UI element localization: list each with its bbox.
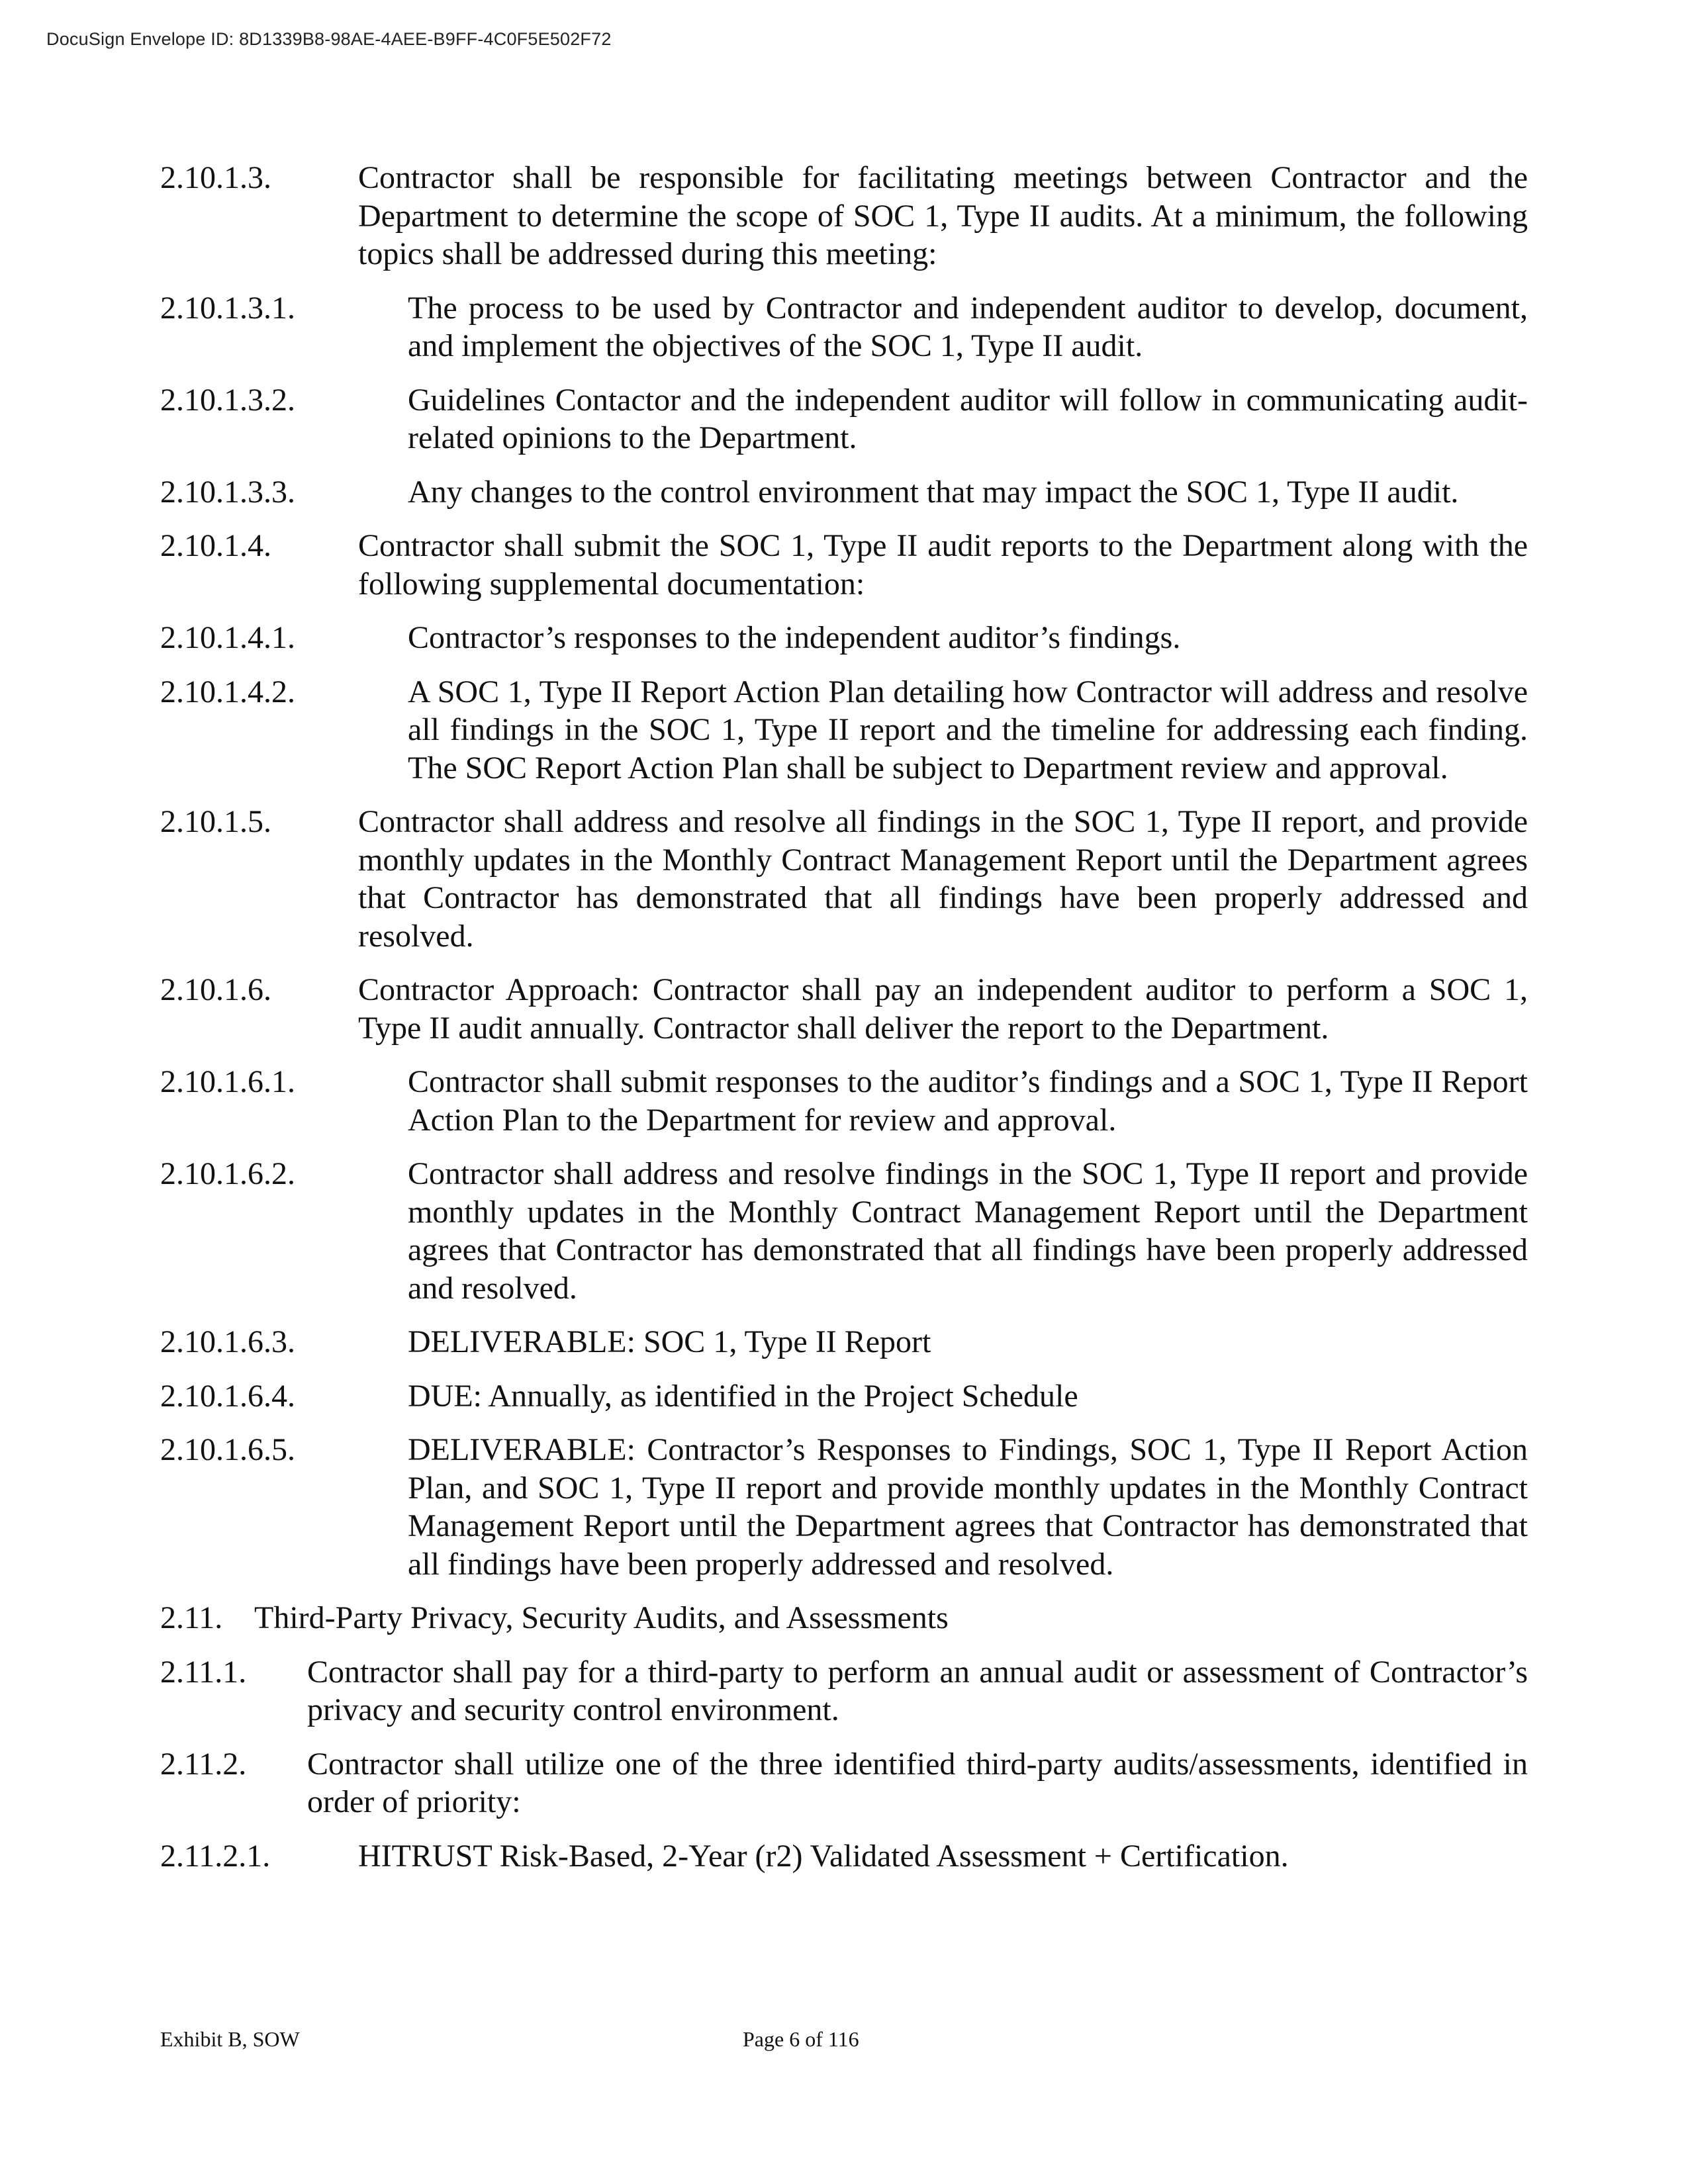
section-number: 2.11.1. [160,1654,247,1690]
footer-document-label: Exhibit B, SOW [160,2027,300,2051]
section-number: 2.10.1.3.2. [160,382,295,418]
section-2-10-1-6-1 [160,1063,1528,1139]
section-2-10-1-6-2 [160,1155,1528,1307]
section-number: 2.11.2. [160,1746,247,1782]
section-text: Contractor shall address and resolve findings in the SOC 1, Type II report and provide monthly updates in the Monthly Contract Management Report until the Department agrees that Contractor has demonstrated that all findings have been properly addressed and resolved. [408,1156,1528,1306]
section-number: 2.10.1.6.2. [160,1156,295,1191]
section-text: HITRUST Risk-Based, 2-Year (r2) Validated Assessment + Certification. [358,1838,1289,1874]
section-2-11-2 [160,1745,1528,1821]
section-2-10-1-4 [160,527,1528,603]
section-2-10-1-3-2 [160,381,1528,457]
section-text: Contractor Approach: Contractor shall pay an independent auditor to perform a SOC 1, Type II audit annually. Contractor shall deliver the report to the Department. [358,972,1528,1046]
section-2-11-1 [160,1653,1528,1729]
section-number: 2.11.2.1. [160,1838,271,1874]
section-number: 2.10.1.3. [160,160,271,195]
section-number: 2.10.1.6.3. [160,1324,295,1359]
section-number: 2.10.1.5. [160,804,271,839]
section-number: 2.10.1.6.5. [160,1432,295,1467]
section-number: 2.10.1.4.1. [160,620,295,655]
section-2-10-1-6 [160,971,1528,1047]
section-text: Guidelines Contactor and the independent auditor will follow in communicating audit-related opinions to the Department. [408,382,1528,455]
section-text: Contractor shall submit the SOC 1, Type II audit reports to the Department along with the following supplemental documentation: [358,528,1528,602]
section-text: DUE: Annually, as identified in the Project Schedule [408,1378,1078,1414]
section-2-11-heading [160,1599,1528,1637]
section-2-10-1-3 [160,159,1528,273]
section-2-10-1-3-3 [160,473,1528,512]
section-number: 2.10.1.4. [160,528,271,563]
section-number: 2.10.1.6. [160,972,271,1007]
section-number: 2.11. [160,1600,223,1635]
section-text: DELIVERABLE: Contractor’s Responses to Findings, SOC 1, Type II Report Action Plan, and SOC 1, Type II report and provide monthly updates in the Monthly Contract Management Report until the Department agrees that Contractor has demonstrated that all findings have been properly addressed and resolved. [408,1432,1528,1582]
section-number: 2.10.1.3.1. [160,290,295,326]
docusign-envelope-id: DocuSign Envelope ID: 8D1339B8-98AE-4AEE-B9FF-4C0F5E502F72 [46,29,612,49]
section-text: Contractor’s responses to the independent auditor’s findings. [408,620,1181,655]
section-text: DELIVERABLE: SOC 1, Type II Report [408,1324,931,1359]
section-text: Any changes to the control environment that may impact the SOC 1, Type II audit. [408,474,1459,510]
section-2-10-1-4-2 [160,673,1528,788]
section-text: Contractor shall be responsible for facilitating meetings between Contractor and the Department to determine the scope of SOC 1, Type II audits. At a minimum, the following topics shall be addressed during this meeting: [358,160,1528,271]
section-2-11-2-1 [160,1837,1528,1876]
section-text: Contractor shall address and resolve all findings in the SOC 1, Type II report, and provide monthly updates in the Monthly Contract Management Report until the Department agrees that Contractor has demonstrated that all findings have been properly addressed and resolved. [358,804,1528,954]
section-number: 2.10.1.6.4. [160,1378,295,1414]
section-2-10-1-6-3 [160,1323,1528,1361]
section-text: A SOC 1, Type II Report Action Plan detailing how Contractor will address and resolve all findings in the SOC 1, Type II report and the timeline for addressing each finding. The SOC Report Action Plan shall be subject to Department review and approval. [408,674,1528,786]
section-text: The process to be used by Contractor and independent auditor to develop, document, and implement the objectives of the SOC 1, Type II audit. [408,290,1528,363]
document-body [160,159,1528,1891]
section-2-10-1-4-1 [160,619,1528,657]
section-2-10-1-6-4 [160,1377,1528,1416]
section-number: 2.10.1.3.3. [160,474,295,510]
section-2-10-1-3-1 [160,289,1528,365]
section-number: 2.10.1.6.1. [160,1064,295,1099]
section-heading: Third-Party Privacy, Security Audits, and Assessments [254,1600,949,1635]
section-text: Contractor shall pay for a third-party to perform an annual audit or assessment of Contractor’s privacy and security control environment. [307,1654,1528,1727]
section-number: 2.10.1.4.2. [160,674,295,709]
footer-page-number: Page 6 of 116 [743,2027,859,2051]
section-2-10-1-6-5 [160,1431,1528,1583]
section-text: Contractor shall submit responses to the auditor’s findings and a SOC 1, Type II Report Action Plan to the Department for review and approval. [408,1064,1528,1138]
section-2-10-1-5 [160,803,1528,955]
section-text: Contractor shall utilize one of the three identified third-party audits/assessments, identified in order of priority: [307,1746,1528,1819]
